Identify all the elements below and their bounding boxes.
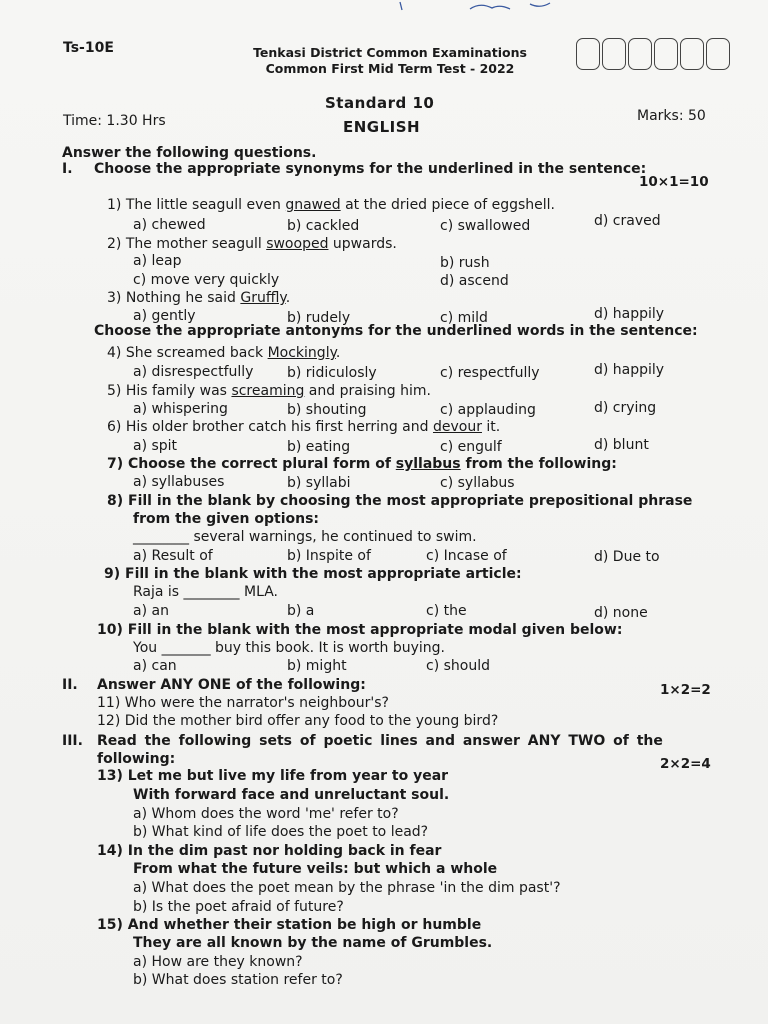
option-d: d) none bbox=[594, 605, 648, 621]
section-2-number: II. bbox=[62, 677, 78, 693]
question-text: Nothing he said bbox=[125, 290, 241, 306]
question-number: 7) bbox=[107, 456, 124, 472]
sub-question-b: b) What does station refer to? bbox=[133, 972, 343, 988]
option-c: c) syllabus bbox=[440, 475, 515, 491]
option-a: a) disrespectfully bbox=[133, 364, 254, 380]
question-number: 10) bbox=[97, 622, 123, 638]
poem-line: In the dim past nor holding back in fear bbox=[127, 843, 442, 859]
question-5 bbox=[107, 383, 431, 399]
question-text: Fill in the blank with the most appropriate modal given below: bbox=[127, 622, 623, 638]
question-number: 15) bbox=[97, 917, 123, 933]
exam-title-line2: Common First Mid Term Test - 2022 bbox=[265, 61, 515, 76]
option-c: c) should bbox=[426, 658, 490, 674]
question-14 bbox=[97, 843, 441, 859]
reg-box bbox=[576, 38, 600, 70]
underlined-word: Gruffly bbox=[240, 290, 286, 306]
option-d: d) Due to bbox=[594, 549, 660, 565]
option-a: a) an bbox=[133, 603, 169, 619]
option-a: a) chewed bbox=[133, 217, 206, 233]
option-b: b) syllabi bbox=[287, 475, 351, 491]
option-a: a) can bbox=[133, 658, 177, 674]
question-number: 3) bbox=[107, 290, 122, 306]
reg-box bbox=[602, 38, 626, 70]
sub-question-a: a) What does the poet mean by the phrase 'in the dim past'? bbox=[133, 880, 561, 896]
option-d: d) happily bbox=[594, 306, 665, 322]
question-13 bbox=[97, 768, 448, 784]
option-d: d) crying bbox=[594, 400, 657, 416]
option-d: d) craved bbox=[594, 213, 661, 229]
section-3-number: III. bbox=[62, 733, 83, 749]
question-8 bbox=[107, 493, 692, 509]
question-number: 13) bbox=[97, 768, 123, 784]
sub-question-a: a) How are they known? bbox=[133, 954, 303, 970]
question-number: 6) bbox=[107, 419, 122, 435]
option-c: c) move very quickly bbox=[133, 272, 280, 288]
reg-box bbox=[628, 38, 652, 70]
question-3 bbox=[107, 290, 290, 306]
question-text: Who were the narrator's neighbour's? bbox=[124, 695, 389, 711]
reg-box bbox=[654, 38, 678, 70]
subject-label: ENGLISH bbox=[343, 118, 421, 136]
option-c: c) applauding bbox=[440, 402, 536, 418]
exam-title bbox=[240, 45, 540, 77]
question-text: Choose the correct plural form of bbox=[128, 456, 396, 472]
question-2 bbox=[107, 236, 397, 252]
standard-label: Standard 10 bbox=[325, 94, 435, 112]
option-b: b) eating bbox=[287, 439, 351, 455]
section-2-marks: 1×2=2 bbox=[660, 682, 711, 698]
underlined-word: gnawed bbox=[285, 197, 341, 213]
question-text: upwards. bbox=[328, 236, 397, 252]
time-label: Time: 1.30 Hrs bbox=[63, 113, 166, 129]
option-a: a) Result of bbox=[133, 548, 213, 564]
underlined-word: syllabus bbox=[395, 456, 461, 472]
option-a: a) spit bbox=[133, 438, 178, 454]
section-1-marks: 10×1=10 bbox=[639, 174, 709, 190]
option-d: d) blunt bbox=[594, 437, 649, 453]
question-11 bbox=[97, 695, 389, 711]
underlined-word: devour bbox=[432, 419, 482, 435]
option-b: b) rush bbox=[440, 255, 490, 271]
sub-question-a: a) Whom does the word 'me' refer to? bbox=[133, 806, 399, 822]
option-b: b) cackled bbox=[287, 218, 360, 234]
question-9-blank: Raja is ________ MLA. bbox=[133, 584, 278, 600]
sub-question-b: b) Is the poet afraid of future? bbox=[133, 899, 344, 915]
poem-line: From what the future veils: but which a whole bbox=[133, 861, 498, 877]
question-text: His family was bbox=[125, 383, 232, 399]
option-a: a) whispering bbox=[133, 401, 228, 417]
question-text: at the dried piece of eggshell. bbox=[340, 197, 556, 213]
reg-box bbox=[706, 38, 730, 70]
reg-box bbox=[680, 38, 704, 70]
question-number: 4) bbox=[107, 345, 122, 361]
question-1 bbox=[107, 197, 555, 213]
option-b: b) a bbox=[287, 603, 315, 619]
question-text: Did the mother bird offer any food to the young bird? bbox=[124, 713, 499, 729]
option-b: b) shouting bbox=[287, 402, 367, 418]
section-3-marks: 2×2=4 bbox=[660, 756, 711, 772]
antonym-heading: Choose the appropriate antonyms for the underlined words in the sentence: bbox=[94, 323, 698, 339]
question-4 bbox=[107, 345, 340, 361]
question-text: and praising him. bbox=[304, 383, 431, 399]
option-a: a) syllabuses bbox=[133, 474, 225, 490]
question-8-line2: from the given options: bbox=[133, 511, 320, 527]
question-7 bbox=[107, 456, 617, 472]
option-c: c) the bbox=[426, 603, 467, 619]
question-10-blank: You _______ buy this book. It is worth buying. bbox=[133, 640, 445, 656]
question-text: . bbox=[285, 290, 291, 306]
underlined-word: swooped bbox=[266, 236, 329, 252]
option-a: a) leap bbox=[133, 253, 182, 269]
section-1-number: I. bbox=[62, 161, 73, 177]
option-b: b) rudely bbox=[287, 310, 351, 326]
section-3-title: Read the following sets of poetic lines and answer ANY TWO of the bbox=[97, 733, 663, 749]
option-c: c) swallowed bbox=[440, 218, 531, 234]
question-number: 5) bbox=[107, 383, 122, 399]
question-6 bbox=[107, 419, 500, 435]
underlined-word: Mockingly bbox=[267, 345, 336, 361]
poem-line: Let me but live my life from year to year bbox=[127, 768, 449, 784]
question-10 bbox=[97, 622, 622, 638]
question-number: 2) bbox=[107, 236, 122, 252]
option-d: d) ascend bbox=[440, 273, 509, 289]
question-text: The mother seagull bbox=[125, 236, 267, 252]
question-number: 12) bbox=[97, 713, 121, 729]
section-2-title: Answer ANY ONE of the following: bbox=[97, 677, 366, 693]
option-b: b) Inspite of bbox=[287, 548, 371, 564]
option-c: c) engulf bbox=[440, 439, 502, 455]
pen-scribble bbox=[360, 0, 580, 12]
question-number: 9) bbox=[104, 566, 121, 582]
question-text: She screamed back bbox=[125, 345, 268, 361]
section-1-title: Choose the appropriate synonyms for the underlined in the sentence: bbox=[94, 161, 647, 177]
question-number: 1) bbox=[107, 197, 122, 213]
question-text: . bbox=[335, 345, 341, 361]
sub-question-b: b) What kind of life does the poet to lead? bbox=[133, 824, 429, 840]
register-number-boxes bbox=[576, 38, 730, 70]
option-b: b) might bbox=[287, 658, 347, 674]
option-c: c) respectfully bbox=[440, 365, 540, 381]
question-text: Fill in the blank with the most appropriate article: bbox=[125, 566, 522, 582]
option-c: c) Incase of bbox=[426, 548, 507, 564]
paper-code: Ts-10E bbox=[63, 40, 114, 56]
question-9 bbox=[104, 566, 522, 582]
question-text: from the following: bbox=[460, 456, 617, 472]
question-number: 11) bbox=[97, 695, 121, 711]
question-text: it. bbox=[481, 419, 501, 435]
poem-line: They are all known by the name of Grumbles. bbox=[133, 935, 493, 951]
option-a: a) gently bbox=[133, 308, 196, 324]
option-d: d) happily bbox=[594, 362, 665, 378]
question-text: His older brother catch his first herring and bbox=[125, 419, 433, 435]
marks-label: Marks: 50 bbox=[637, 108, 706, 124]
poem-line: With forward face and unreluctant soul. bbox=[133, 787, 450, 803]
question-8-blank: ________ several warnings, he continued to swim. bbox=[133, 529, 477, 545]
question-12 bbox=[97, 713, 498, 729]
exam-title-line1: Tenkasi District Common Examinations bbox=[253, 45, 527, 60]
question-15 bbox=[97, 917, 481, 933]
question-number: 8) bbox=[107, 493, 124, 509]
instruction: Answer the following questions. bbox=[62, 145, 317, 161]
option-b: b) ridiculosly bbox=[287, 365, 377, 381]
underlined-word: screaming bbox=[231, 383, 305, 399]
section-3-title-line2: following: bbox=[97, 751, 176, 767]
question-text: The little seagull even bbox=[125, 197, 286, 213]
poem-line: And whether their station be high or humble bbox=[127, 917, 482, 933]
question-number: 14) bbox=[97, 843, 123, 859]
option-c: c) mild bbox=[440, 310, 488, 326]
question-text: Fill in the blank by choosing the most appropriate prepositional phrase bbox=[128, 493, 693, 509]
